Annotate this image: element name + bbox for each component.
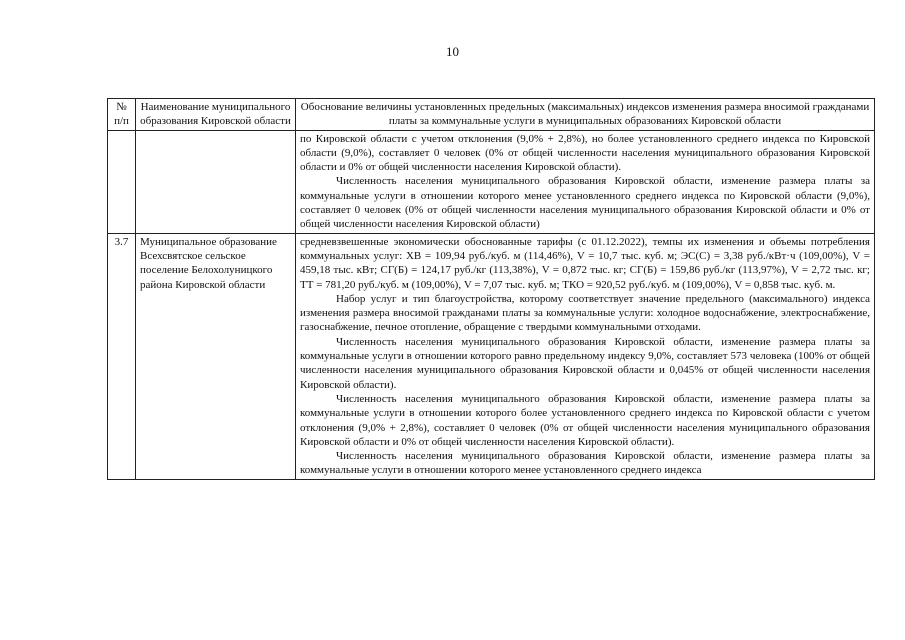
row-justification [296,233,875,479]
row-justification [296,130,875,233]
paragraph: Численность населения муниципального образования Кировской области, изменение размера платы за коммунальные услуги в отношении которого менее установленного среднего индекса по Кировской области (9,0%), составляет 0 человек (0% от общей численности населения муниципального образования Кировской области и 0% от общей численности населения Кировской области) [300,175,870,231]
row-municipality: Муниципальное образование Всехсвятское сельское поселение Белохолуницкого района Кировской области [136,233,296,479]
header-number: № п/п [108,99,136,131]
paragraph: Численность населения муниципального образования Кировской области, изменение размера платы за коммунальные услуги в отношении которого более установленного среднего индекса по Кировской области с учетом отклонения (9,0% + 2,8%), составляет 0 человек (0% от общей численности населения муниципального образования Кировской области и 0% от общей численности населения Кировской области). [300,392,870,448]
paragraph: Численность населения муниципального образования Кировской области, изменение размера платы за коммунальные услуги в отношении которого равно предельному индексу 9,0%, составляет 573 человека (100% от общей численности населения муниципального образования Кировской области и 0,045% от общей численности населения Кировской области). [300,335,870,391]
document-table [107,98,875,480]
paragraph: Численность населения муниципального образования Кировской области, изменение размера платы за коммунальные услуги в отношении которого менее установленного среднего индекса [300,450,870,477]
table-header-row [108,99,875,131]
paragraph: Набор услуг и тип благоустройства, которому соответствует значение предельного (максимального) индекса изменения размера вносимой гражданами платы за коммунальные услуги: холодное водоснабжение, электроснабжение, газоснабжение, печное отопление, обращение с твердыми коммунальными отходами. [300,292,870,334]
paragraph: по Кировской области с учетом отклонения (9,0% + 2,8%), но более установленного среднего индекса по Кировской области (9,0%), составляет 0 человек (0% от общей численности населения муниципального образования Кировской области и 0% от общей численности населения Кировской области). [300,132,870,174]
header-municipality: Наименование муниципального образования Кировской области [136,99,296,131]
row-number: 3.7 [108,233,136,479]
row-municipality [136,130,296,233]
table-row [108,130,875,233]
page-number: 10 [446,44,459,59]
paragraph: средневзвешенные экономически обоснованные тарифы (с 01.12.2022), темпы их изменения и объемы потребления коммунальных услуг: ХВ = 109,94 руб./куб. м (114,46%), V = 10,7 тыс. куб. м; ЭС(С) = 3,38 руб./кВт·ч (109,00%), V = 459,18 тыс. кВт; СГ(Б) = 124,17 руб./кг (113,38%), V = 0,872 тыс. кг; СГ(Б) = 159,86 руб./кг (113,97%), V = 2,72 тыс. кг; ТТ = 781,20 руб./куб. м (109,00%), V = 7,07 тыс. куб. м; ТКО = 920,52 руб./куб. м (109,00%), V = 0,858 тыс. куб. м. [300,235,870,291]
header-justification: Обоснование величины установленных предельных (максимальных) индексов изменения размера вносимой гражданами платы за коммунальные услуги в муниципальных образованиях Кировской области [296,99,875,131]
table-row [108,233,875,479]
row-number [108,130,136,233]
